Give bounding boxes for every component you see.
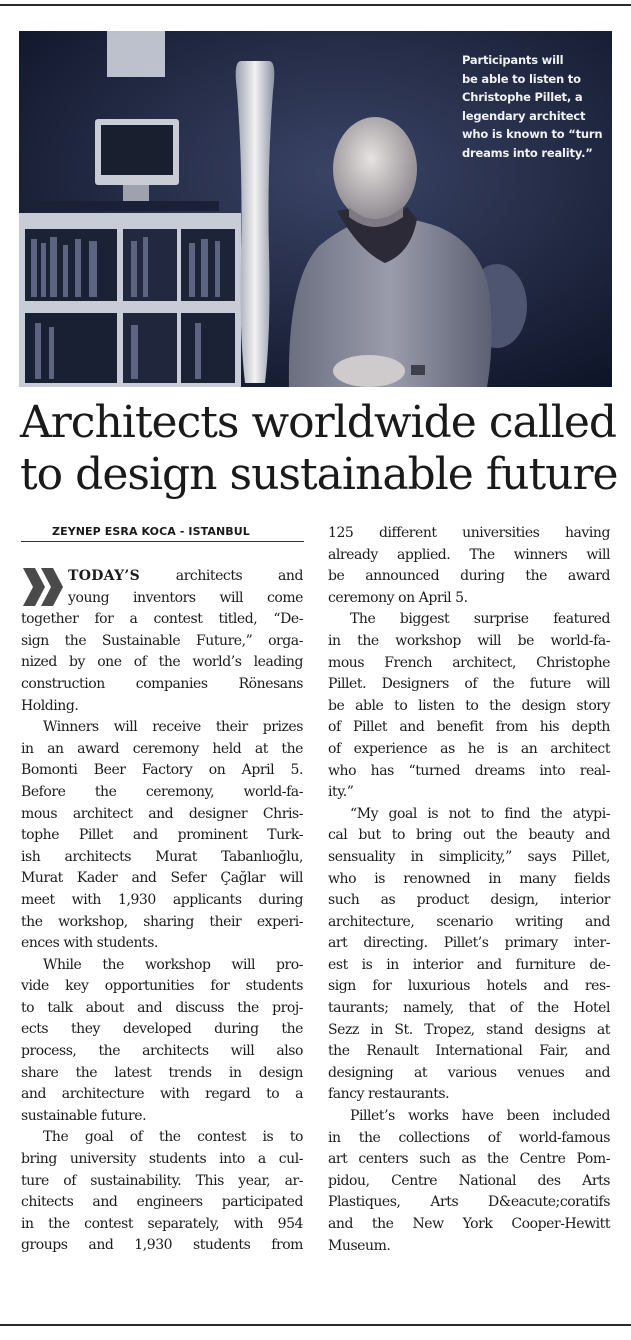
headline (20, 397, 620, 501)
article-column-right (328, 523, 610, 1257)
body-line: Before the ceremony, world-fa- (21, 783, 303, 800)
body-line: mous architect and designer Chris- (21, 805, 303, 822)
body-line: ences with students. (21, 935, 158, 952)
body-line: Pillet’s works have been included (350, 1108, 610, 1125)
top-rule (0, 4, 631, 6)
body-line: sensuality in simplicity,” says Pillet, (328, 848, 610, 865)
body-line: While the workshop will pro- (43, 956, 303, 973)
body-line: groups and 1,930 students from (21, 1237, 303, 1254)
body-line: in an award ceremony held at the (21, 740, 303, 757)
body-line: the Renault International Fair, and (328, 1043, 610, 1060)
body-line: ceremony on April 5. (328, 589, 468, 606)
caption-line: dreams into reality.” (462, 145, 593, 160)
caption-line: legendary architect (462, 108, 586, 123)
byline: ZEYNEP ESRA KOCA - ISTANBUL (52, 525, 250, 538)
body-line: nized by one of the world’s leading (21, 654, 303, 671)
bottom-rule (0, 1324, 631, 1326)
body-line: meet with 1,930 applicants during (21, 891, 303, 908)
body-line: of Pillet and benefit from his depth (328, 719, 610, 736)
body-line: est is in interior and furniture de- (328, 956, 610, 973)
byline-rule (21, 541, 304, 542)
body-line: cal but to bring out the beauty and (328, 827, 610, 844)
body-line: who is renowned in many fields (328, 870, 610, 887)
caption-line: be able to listen to (462, 71, 581, 86)
body-line: Winners will receive their prizes (43, 719, 303, 736)
body-line: Sezz in St. Tropez, stand designs at (328, 1021, 610, 1038)
body-line: Murat Kader and Sefer Çağlar will (21, 870, 303, 887)
article-column-left (21, 566, 303, 1257)
body-line: Holding. (21, 697, 79, 714)
body-line: art centers such as the Centre Pom- (328, 1151, 610, 1168)
article-photo (19, 31, 612, 387)
body-line: together for a contest titled, “De- (21, 611, 303, 628)
body-line: pidou, Centre National des Arts (328, 1172, 610, 1189)
body-line: chitects and engineers participated (21, 1194, 303, 1211)
body-line: of experience as he is an architect (328, 740, 610, 757)
body-line: bring university students into a cul- (21, 1151, 303, 1168)
body-line: already applied. The winners will (328, 546, 610, 563)
caption-line: Christophe Pillet, a (462, 90, 583, 104)
body-line: Pillet. Designers of the future will (328, 676, 610, 693)
body-line: ture of sustainability. This year, ar- (21, 1172, 303, 1189)
body-line: be able to listen to the design story (328, 697, 610, 714)
body-line: Bomonti Beer Factory on April 5. (21, 762, 303, 779)
body-line: “My goal is not to find the atypi- (350, 805, 610, 822)
headline-line: Architects worldwide called (20, 397, 617, 448)
lead-word: TODAY’S (68, 568, 140, 584)
body-line: vide key opportunities for students (21, 978, 303, 995)
body-line: ity.” (328, 784, 354, 801)
body-line: and architecture with regard to a (21, 1086, 303, 1103)
body-line: Plastiques, Arts D&eacute;coratifs (328, 1194, 610, 1211)
body-line: who has “turned dreams into real- (328, 762, 610, 779)
body-line: such as product design, interior (328, 892, 610, 909)
body-line: architecture, scenario writing and (328, 913, 610, 930)
body-line: tophe Pillet and prominent Turk- (21, 827, 303, 844)
body-line: mous French architect, Christophe (328, 654, 610, 671)
body-line: construction companies Rönesans (21, 675, 303, 692)
body-line: taurants; namely, that of the Hotel (328, 1000, 610, 1017)
body-line: share the latest trends in design (21, 1064, 303, 1081)
body-line: the workshop, sharing their experi- (21, 913, 303, 930)
body-line: The biggest surprise featured (350, 611, 610, 628)
body-line: fancy restaurants. (328, 1086, 450, 1103)
body-line: in the collections of world-famous (328, 1129, 610, 1146)
body-line: in the contest separately, with 954 (21, 1215, 303, 1232)
body-line: Museum. (328, 1237, 391, 1254)
body-line: be announced during the award (328, 568, 610, 585)
body-line: sign the Sustainable Future,” orga- (21, 632, 303, 649)
body-line: sign for luxurious hotels and res- (328, 978, 610, 995)
photo-caption (462, 51, 612, 162)
body-line: in the workshop will be world-fa- (328, 632, 610, 649)
body-line: process, the architects will also (21, 1043, 303, 1060)
headline-line: to design sustainable future (20, 449, 618, 500)
body-line: ects they developed during the (21, 1021, 303, 1038)
caption-line: who is known to “turn (462, 127, 603, 141)
lead-rest: architects and (175, 568, 303, 584)
body-line: The goal of the contest is to (43, 1129, 303, 1146)
body-line: sustainable future. (21, 1107, 147, 1124)
body-line: ish architects Murat Tabanlıoğlu, (21, 848, 303, 865)
body-line: art directing. Pillet’s primary inter- (328, 935, 610, 952)
body-line: designing at various venues and (328, 1064, 610, 1081)
body-line: 125 different universities having (328, 525, 610, 541)
body-line: and the New York Cooper-Hewitt (328, 1216, 610, 1232)
body-line: to talk about and discuss the proj- (21, 999, 303, 1016)
body-line: young inventors will come (68, 589, 303, 606)
caption-line: Participants will (462, 53, 564, 67)
lead-line (21, 566, 303, 588)
